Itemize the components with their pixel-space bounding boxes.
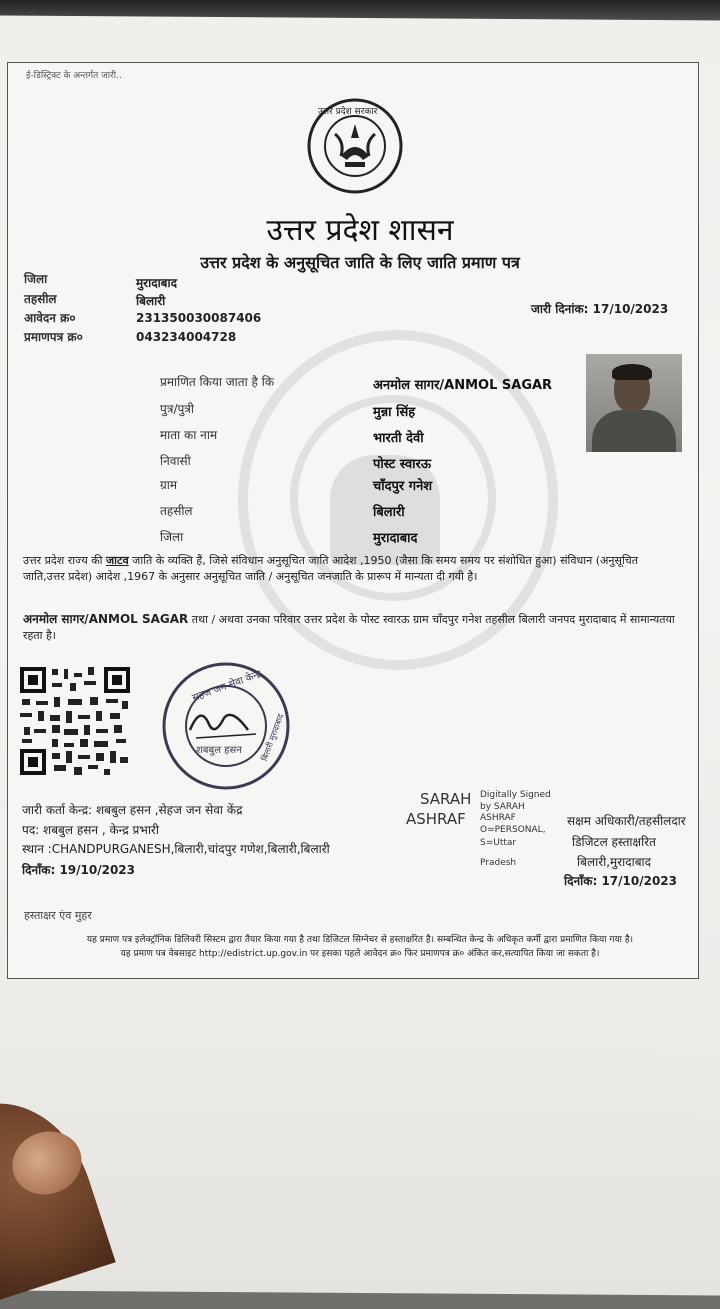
field-label-village: ग्राम	[160, 478, 178, 492]
field-value-village: चाँदपुर गनेश	[373, 479, 433, 494]
field-label-certified: प्रमाणित किया जाता है कि	[160, 375, 275, 389]
digital-sign-line-3: ASHRAF	[480, 813, 516, 823]
field-value-father: मुन्ना सिंह	[373, 405, 416, 420]
certificate-number-value: 043234004728	[136, 330, 237, 344]
authority-place: बिलारी,मुरादाबाद	[577, 855, 652, 869]
certificate-title: उत्तर प्रदेश शासन	[266, 213, 454, 248]
field-value-tehsil: बिलारी	[373, 505, 405, 520]
residence-name: अनमोल सागर/ANMOL SAGAR	[23, 612, 189, 626]
caste-name: जाटव	[106, 554, 129, 567]
field-value-resident: पोस्ट स्वारऊ	[373, 457, 432, 472]
tehsil-value: बिलारी	[136, 294, 166, 308]
issue-date: जारी दिनांक: 17/10/2023	[531, 302, 669, 316]
district-value: मुरादाबाद	[136, 276, 178, 290]
field-label-resident: निवासी	[160, 454, 191, 468]
authority-signed: डिजिटल हस्ताक्षरित	[572, 835, 656, 849]
digital-sign-line-2: by SARAH	[480, 802, 525, 812]
header-note: ई-डिस्ट्रिक्ट के अन्तर्गत जारी..	[26, 71, 122, 81]
certificate-subtitle: उत्तर प्रदेश के अनुसूचित जाति के लिए जाति प्रमाण पत्र	[200, 253, 520, 272]
seal-bottom-text: शबबुल हसन	[196, 745, 242, 756]
authority-date: दिनाँक: 17/10/2023	[564, 874, 678, 888]
field-label-tehsil: तहसील	[160, 504, 193, 518]
seal-top-text: सहज जन सेवा केन्द्र	[190, 668, 264, 705]
seal-side-text: बिलारी मुरादाबाद	[260, 712, 286, 763]
digital-sign-line-4: O=PERSONAL,	[480, 825, 546, 835]
authority-title: सक्षम अधिकारी/तहसीलदार	[567, 814, 686, 828]
residence-text: तथा / अथवा उनका परिवार उत्तर प्रदेश के पोस्ट स्वारऊ ग्राम चाँदपुर गनेश तहसील बिलारी जनपद मुरादाबाद में सामान्यतया रहता है।	[23, 613, 675, 642]
digital-sign-name2: ASHRAF	[406, 810, 466, 828]
residence-paragraph	[23, 611, 678, 644]
field-label-mother: माता का नाम	[160, 428, 218, 442]
issuer-centre: जारी कर्ता केन्द्र: शबबुल हसन ,सेहज जन सेवा केंद्र	[22, 803, 243, 817]
issuer-date: दिनाँक: 19/10/2023	[22, 863, 136, 877]
digital-sign-line-1: Digitally Signed	[480, 790, 551, 800]
field-label-district: जिला	[160, 530, 184, 544]
caste-paragraph	[23, 553, 678, 585]
issuer-place: स्थान :CHANDPURGANESH,बिलारी,चांदपुर गणेश,बिलारी,बिलारी	[22, 842, 330, 856]
application-value: 231350030087406	[136, 311, 262, 325]
footer-line-2: यह प्रमाण पत्र वेबसाइट http://edistrict.up.gov.in पर इसका पहले आवेदन क्र० फिर प्रमाणपत्र क्र० अंकित कर,सत्यापित किया जा सकता है।	[120, 949, 600, 959]
field-value-name: अनमोल सागर/ANMOL SAGAR	[373, 378, 553, 393]
signature-seal-label: हस्ताक्षर एंव मुहर	[24, 909, 92, 922]
application-label: आवेदन क्र०	[24, 311, 76, 325]
field-value-mother: भारती देवी	[373, 431, 424, 446]
caste-paragraph-post: जाति के व्यक्ति हैं, जिसे संविधान अनुसूचित जाति आदेश ,1950 (जैसा कि समय समय पर संशोधित हुआ) संविधान (अनुसूचित जाति,उत्तर प्रदेश) आदेश ,1967 के अनुसार अनुसूचित जाति / अनुसूचित जनजाति के प्रारूप में मान्यता दी गयी है।	[23, 554, 639, 583]
digital-sign-line-6: Pradesh	[480, 858, 517, 868]
digital-sign-line-5: S=Uttar	[480, 838, 517, 848]
qr-code-icon	[18, 665, 132, 777]
footer-line-1: यह प्रमाण पत्र इलेक्ट्रॉनिक डिलिवरी सिस्टम द्वारा तैयार किया गया है तथा डिजिटल सिग्नेचर से हस्ताक्षरित है। सम्बन्धित केन्द्र के अधिकृत कर्मी द्वारा प्रमाणित किया गया है।	[86, 935, 634, 945]
digital-sign-name1: SARAH	[420, 790, 472, 808]
applicant-photo	[586, 354, 682, 452]
field-label-son-daughter: पुत्र/पुत्री	[160, 402, 195, 416]
caste-paragraph-pre: उत्तर प्रदेश राज्य की	[23, 554, 107, 567]
tehsil-label: तहसील	[24, 292, 57, 306]
district-label: जिला	[24, 272, 48, 286]
issuer-post: पद: शबबुल हसन , केन्द्र प्रभारी	[22, 823, 159, 837]
certificate-number-label: प्रमाणपत्र क्र०	[24, 330, 83, 344]
field-value-district: मुरादाबाद	[373, 531, 418, 546]
emblem-text: उत्तर प्रदेश सरकार	[318, 107, 378, 117]
